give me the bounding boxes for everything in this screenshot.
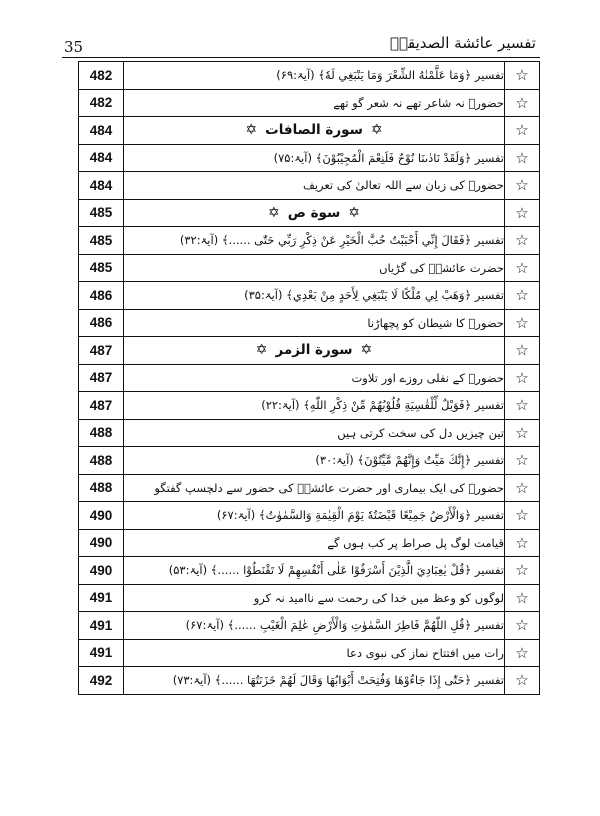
star-icon: ☆ bbox=[505, 612, 540, 640]
table-row bbox=[79, 172, 540, 200]
page-number: 35 bbox=[64, 38, 84, 56]
surah-heading-text: سوة ص bbox=[287, 204, 341, 221]
star-icon: ☆ bbox=[505, 337, 540, 365]
star-icon: ☆ bbox=[505, 254, 540, 282]
entry-title: تفسیر ﴿حَتّٰى إِذَا جَاءُوْهَا وَفُتِحَتْ أَبْوَابُهَا وَقَالَ لَهُمْ خَزَنَتُهَا ......﴾ (آیۃ:۷۳) bbox=[124, 667, 505, 695]
table-row bbox=[79, 144, 540, 172]
star-icon: ☆ bbox=[505, 172, 540, 200]
page-number-cell: 487 bbox=[79, 392, 124, 420]
page-number-cell: 485 bbox=[79, 227, 124, 255]
page-number-cell: 490 bbox=[79, 502, 124, 530]
page-number-cell: 491 bbox=[79, 612, 124, 640]
page-number-cell: 486 bbox=[79, 309, 124, 337]
entry-title: لوگوں کو وعظ میں خدا کی رحمت سے ناامید نہ کرو bbox=[124, 584, 505, 612]
entry-title: حضورؐ کے نفلی روزے اور تلاوت bbox=[124, 364, 505, 392]
page-number-cell: 487 bbox=[79, 364, 124, 392]
star-icon: ☆ bbox=[505, 364, 540, 392]
surah-heading bbox=[124, 337, 505, 365]
star-icon: ☆ bbox=[505, 89, 540, 117]
star-icon: ☆ bbox=[505, 529, 540, 557]
star-icon: ☆ bbox=[505, 667, 540, 695]
page-number-cell: 490 bbox=[79, 557, 124, 585]
entry-title: تفسیر ﴿وَلَقَدْ نَادٰىنَا نُوْحٌ فَلَنِعْمَ الْمُجِيْبُوْنَ﴾ (آیۃ:۷۵) bbox=[124, 144, 505, 172]
page-number-cell: 482 bbox=[79, 89, 124, 117]
entry-title: تفسیر ﴿إِنَّكَ مَيِّتٌ وَإِنَّهُمْ مَّيِّتُوْنَ﴾ (آیۃ:۳۰) bbox=[124, 447, 505, 475]
entry-title: حضورؐ کا شیطان کو پچھاڑنا bbox=[124, 309, 505, 337]
entry-title: تفسیر ﴿فَقَالَ إِنِّي أَحْبَبْتُ حُبَّ الْخَيْرِ عَنْ ذِكْرِ رَبِّي حَتّٰى ......﴾ (آیۃ:۳۲) bbox=[124, 227, 505, 255]
star-icon: ☆ bbox=[505, 392, 540, 420]
header-rule bbox=[62, 57, 540, 58]
entry-title: تفسیر ﴿وَالْأَرْضُ جَمِيْعًا قَبْضَتُهٗ يَوْمَ الْقِيٰمَةِ وَالسَّمٰوٰتُ﴾ (آیۃ:۶۷) bbox=[124, 502, 505, 530]
star-icon: ☆ bbox=[505, 282, 540, 310]
star-icon: ☆ bbox=[505, 639, 540, 667]
surah-heading bbox=[124, 117, 505, 145]
table-row bbox=[79, 254, 540, 282]
star-ornament-icon: ✡ bbox=[245, 122, 258, 139]
page-number-cell: 491 bbox=[79, 584, 124, 612]
table-row bbox=[79, 667, 540, 695]
table-row bbox=[79, 309, 540, 337]
page-number-cell: 486 bbox=[79, 282, 124, 310]
entry-title: تین چیزیں دل کی سخت کرتی ہیں bbox=[124, 419, 505, 447]
table-row bbox=[79, 62, 540, 90]
star-icon: ☆ bbox=[505, 557, 540, 585]
entry-title: حضورؐ نہ شاعر تھے نہ شعر گو تھے bbox=[124, 89, 505, 117]
star-ornament-icon: ✡ bbox=[370, 122, 383, 139]
star-ornament-icon: ✡ bbox=[255, 342, 268, 359]
entry-title: تفسیر ﴿فَوَيْلٌ لِّلْقٰسِيَةِ قُلُوْبُهُمْ مِّنْ ذِكْرِ اللّٰهِ﴾ (آیۃ:۲۲) bbox=[124, 392, 505, 420]
table-row bbox=[79, 612, 540, 640]
table-row bbox=[79, 364, 540, 392]
table-row bbox=[79, 199, 540, 227]
page-number-cell: 484 bbox=[79, 117, 124, 145]
entry-title: تفسیر ﴿قُلِ اللّٰهُمَّ فَاطِرَ السَّمٰوٰتِ وَالْأَرْضِ عٰلِمَ الْغَيْبِ ......﴾ (آیۃ:۶۷) bbox=[124, 612, 505, 640]
table-row bbox=[79, 227, 540, 255]
entry-title: تفسیر ﴿قُلْ يٰعِبَادِيَ الَّذِيْنَ أَسْرَفُوْا عَلٰى أَنْفُسِهِمْ لَا تَقْنَطُوْا ......﴾ (آیۃ:۵۳) bbox=[124, 557, 505, 585]
contents-table bbox=[78, 61, 540, 695]
star-ornament-icon: ✡ bbox=[348, 204, 361, 221]
page-number-cell: 482 bbox=[79, 62, 124, 90]
table-row bbox=[79, 502, 540, 530]
table-row bbox=[79, 392, 540, 420]
star-icon: ☆ bbox=[505, 227, 540, 255]
entry-title: حضورؐ کی ایک بیماری اور حضرت عائشہؓ کی حضور سے دلچسپ گفتگو bbox=[124, 474, 505, 502]
table-row bbox=[79, 529, 540, 557]
star-ornament-icon: ✡ bbox=[360, 342, 373, 359]
table-row bbox=[79, 117, 540, 145]
table-row bbox=[79, 557, 540, 585]
page-number-cell: 485 bbox=[79, 254, 124, 282]
surah-heading bbox=[124, 199, 505, 227]
star-icon: ☆ bbox=[505, 419, 540, 447]
star-icon: ☆ bbox=[505, 199, 540, 227]
entry-title: حضورؐ کی زبان سے اللہ تعالیٰ کی تعریف bbox=[124, 172, 505, 200]
table-row bbox=[79, 337, 540, 365]
entry-title: حضرت عائشہؓ کی گڑیاں bbox=[124, 254, 505, 282]
page-number-cell: 484 bbox=[79, 172, 124, 200]
page-number-cell: 492 bbox=[79, 667, 124, 695]
table-row bbox=[79, 89, 540, 117]
star-icon: ☆ bbox=[505, 447, 540, 475]
star-icon: ☆ bbox=[505, 474, 540, 502]
page-number-cell: 488 bbox=[79, 474, 124, 502]
page-number-cell: 488 bbox=[79, 447, 124, 475]
table-row bbox=[79, 282, 540, 310]
star-icon: ☆ bbox=[505, 584, 540, 612]
table-row bbox=[79, 639, 540, 667]
star-icon: ☆ bbox=[505, 309, 540, 337]
star-icon: ☆ bbox=[505, 62, 540, 90]
page-number-cell: 484 bbox=[79, 144, 124, 172]
surah-heading-text: سورة الزمر bbox=[275, 342, 353, 359]
page-header bbox=[62, 34, 540, 56]
entry-title: رات میں افتتاح نماز کی نبوی دعا bbox=[124, 639, 505, 667]
table-row bbox=[79, 474, 540, 502]
table-row bbox=[79, 584, 540, 612]
star-icon: ☆ bbox=[505, 144, 540, 172]
page-number-cell: 487 bbox=[79, 337, 124, 365]
entry-title: تفسیر ﴿وَمَا عَلَّمْنٰهُ الشِّعْرَ وَمَا يَنْبَغِي لَهٗ﴾ (آیۃ:۶۹) bbox=[124, 62, 505, 90]
page-number-cell: 488 bbox=[79, 419, 124, 447]
table-row bbox=[79, 447, 540, 475]
star-icon: ☆ bbox=[505, 117, 540, 145]
table-row bbox=[79, 419, 540, 447]
book-title: تفسیر عائشة الصدیقہؓ bbox=[390, 34, 536, 52]
entry-title: قیامت لوگ پل صراط پر کب ہوں گے bbox=[124, 529, 505, 557]
page-number-cell: 491 bbox=[79, 639, 124, 667]
star-ornament-icon: ✡ bbox=[267, 204, 280, 221]
page-number-cell: 485 bbox=[79, 199, 124, 227]
page-number-cell: 490 bbox=[79, 529, 124, 557]
star-icon: ☆ bbox=[505, 502, 540, 530]
surah-heading-text: سورة الصافات bbox=[265, 122, 363, 139]
entry-title: تفسیر ﴿وَهَبْ لِي مُلْكًا لَا يَنْبَغِي لِأَحَدٍ مِنْ بَعْدِي﴾ (آیۃ:۳۵) bbox=[124, 282, 505, 310]
